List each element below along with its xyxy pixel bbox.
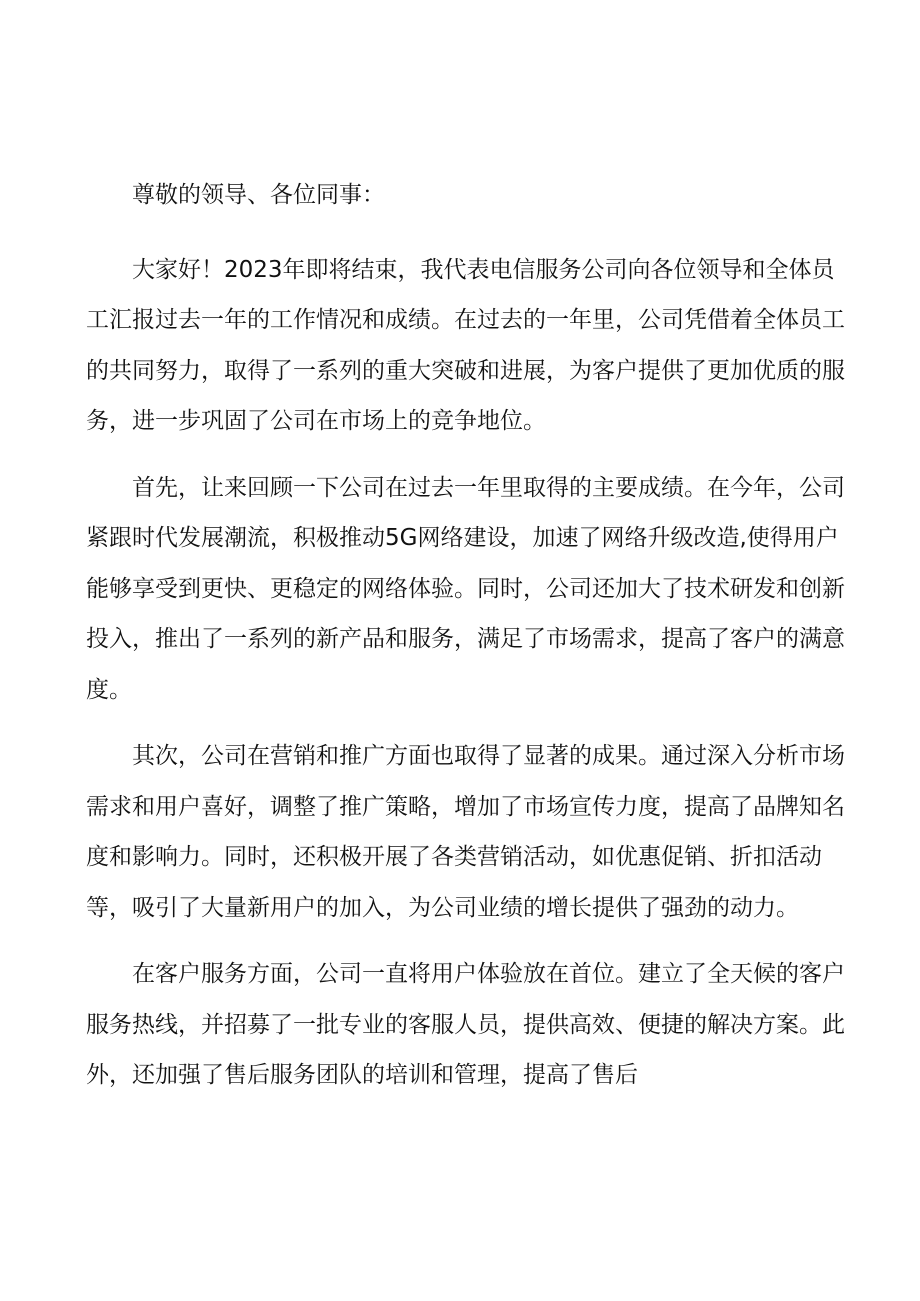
paragraph-intro: 大家好！2023年即将结束，我代表电信服务公司向各位领导和全体员工汇报过去一年的工作情况和成绩。在过去的一年里，公司凭借着全体员工的共同努力，取得了一系列的重大突破和进展，为客户提供了更加优质的服务，进一步巩固了公司在市场上的竞争地位。	[86, 256, 845, 434]
document-body	[86, 170, 846, 1117]
greeting: 尊敬的领导、各位同事：	[132, 182, 385, 208]
paragraph-customer-service: 在客户服务方面，公司一直将用户体验放在首位。建立了全天候的客户服务热线，并招募了一批专业的客服人员，提供高效、便捷的解决方案。此外，还加强了售后服务团队的培训和管理，提高了售后	[86, 961, 845, 1088]
paragraph-achievements: 首先，让来回顾一下公司在过去一年里取得的主要成绩。在今年，公司紧跟时代发展潮流，积极推动5G网络建设，加速了网络升级改造,使得用户能够享受到更快、更稳定的网络体验。同时，公司还加大了技术研发和创新投入，推出了一系列的新产品和服务，满足了市场需求，提高了客户的满意度。	[86, 474, 845, 703]
paragraph-marketing: 其次，公司在营销和推广方面也取得了显著的成果。通过深入分析市场需求和用户喜好，调整了推广策略，增加了市场宣传力度，提高了品牌知名度和影响力。同时，还积极开展了各类营销活动，如优惠促销、折扣活动等，吸引了大量新用户的加入，为公司业绩的增长提供了强劲的动力。	[86, 743, 845, 921]
